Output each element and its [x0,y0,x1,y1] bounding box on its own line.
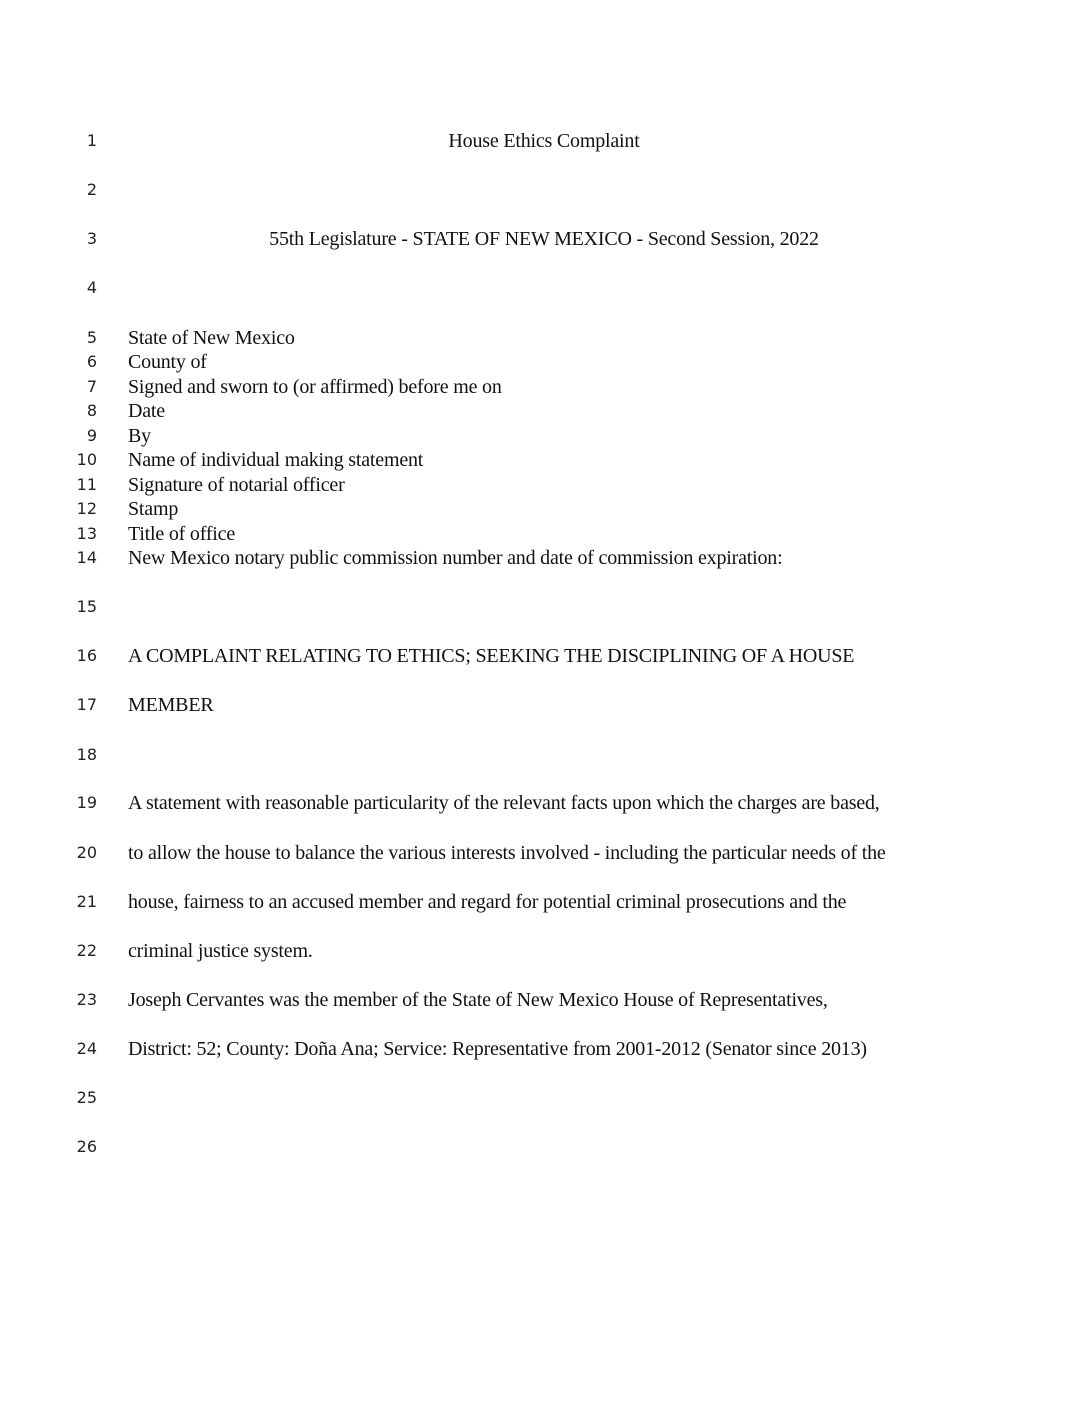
line-7 [0,374,1088,400]
line-text: house, fairness to an accused member and regard for potential criminal prosecutions and the [128,891,847,913]
line-number: 22 [76,941,97,960]
line-22 [0,938,1088,964]
line-number: 24 [76,1039,97,1058]
line-14 [0,545,1088,571]
line-text: District: 52; County: Doña Ana; Service: Representative from 2001-2012 (Senator since 2013) [128,1038,867,1060]
line-number: 11 [76,475,97,494]
line-number: 3 [86,229,97,248]
legislature-heading: 55th Legislature - STATE OF NEW MEXICO - Second Session, 2022 [269,228,819,250]
line-number: 16 [76,646,97,665]
line-text: New Mexico notary public commission number and date of commission expiration: [128,547,783,569]
line-number: 14 [76,548,97,567]
line-number: 21 [76,892,97,911]
line-24 [0,1036,1088,1062]
line-number: 7 [86,377,97,396]
line-number: 26 [76,1137,97,1156]
line-text: Date [128,400,165,422]
line-number: 19 [76,793,97,812]
line-number: 25 [76,1088,97,1107]
line-number: 23 [76,990,97,1009]
line-number: 8 [86,401,97,420]
line-16 [0,643,1088,669]
line-number: 15 [76,597,97,616]
line-1 [0,128,1088,154]
line-number: 20 [76,843,97,862]
line-text: State of New Mexico [128,327,295,349]
complaint-heading-continued: MEMBER [128,694,214,716]
line-text: County of [128,351,207,373]
line-text: criminal justice system. [128,940,313,962]
line-12 [0,496,1088,522]
document-title: House Ethics Complaint [448,130,640,152]
line-21 [0,889,1088,915]
line-text: to allow the house to balance the various interests involved - including the particular needs of the [128,842,886,864]
line-11 [0,472,1088,498]
line-number: 18 [76,745,97,764]
line-13 [0,521,1088,547]
line-number: 9 [86,426,97,445]
line-text: By [128,425,151,447]
line-17 [0,692,1088,718]
line-8 [0,398,1088,424]
line-text: A statement with reasonable particularity of the relevant facts upon which the charges are based, [128,792,880,814]
line-number: 2 [86,180,97,199]
line-number: 4 [86,278,97,297]
line-number: 12 [76,499,97,518]
line-4 [0,275,1088,301]
line-number: 1 [86,131,97,150]
line-23 [0,987,1088,1013]
line-number: 5 [86,328,97,347]
line-number: 6 [86,352,97,371]
line-19 [0,790,1088,816]
line-15 [0,594,1088,620]
complaint-heading: A COMPLAINT RELATING TO ETHICS; SEEKING THE DISCIPLINING OF A HOUSE [128,645,855,667]
line-2 [0,177,1088,203]
line-text: Joseph Cervantes was the member of the State of New Mexico House of Representatives, [128,989,828,1011]
line-text: Name of individual making statement [128,449,424,471]
line-26 [0,1134,1088,1160]
line-number: 10 [76,450,97,469]
line-text: Title of office [128,523,235,545]
line-18 [0,742,1088,768]
line-number: 17 [76,695,97,714]
line-3 [0,226,1088,252]
line-20 [0,840,1088,866]
line-text: Signature of notarial officer [128,474,345,496]
line-text: Signed and sworn to (or affirmed) before me on [128,376,502,398]
line-text: Stamp [128,498,179,520]
line-10 [0,447,1088,473]
line-9 [0,423,1088,449]
line-6 [0,349,1088,375]
line-25 [0,1085,1088,1111]
line-number: 13 [76,524,97,543]
line-5 [0,325,1088,351]
